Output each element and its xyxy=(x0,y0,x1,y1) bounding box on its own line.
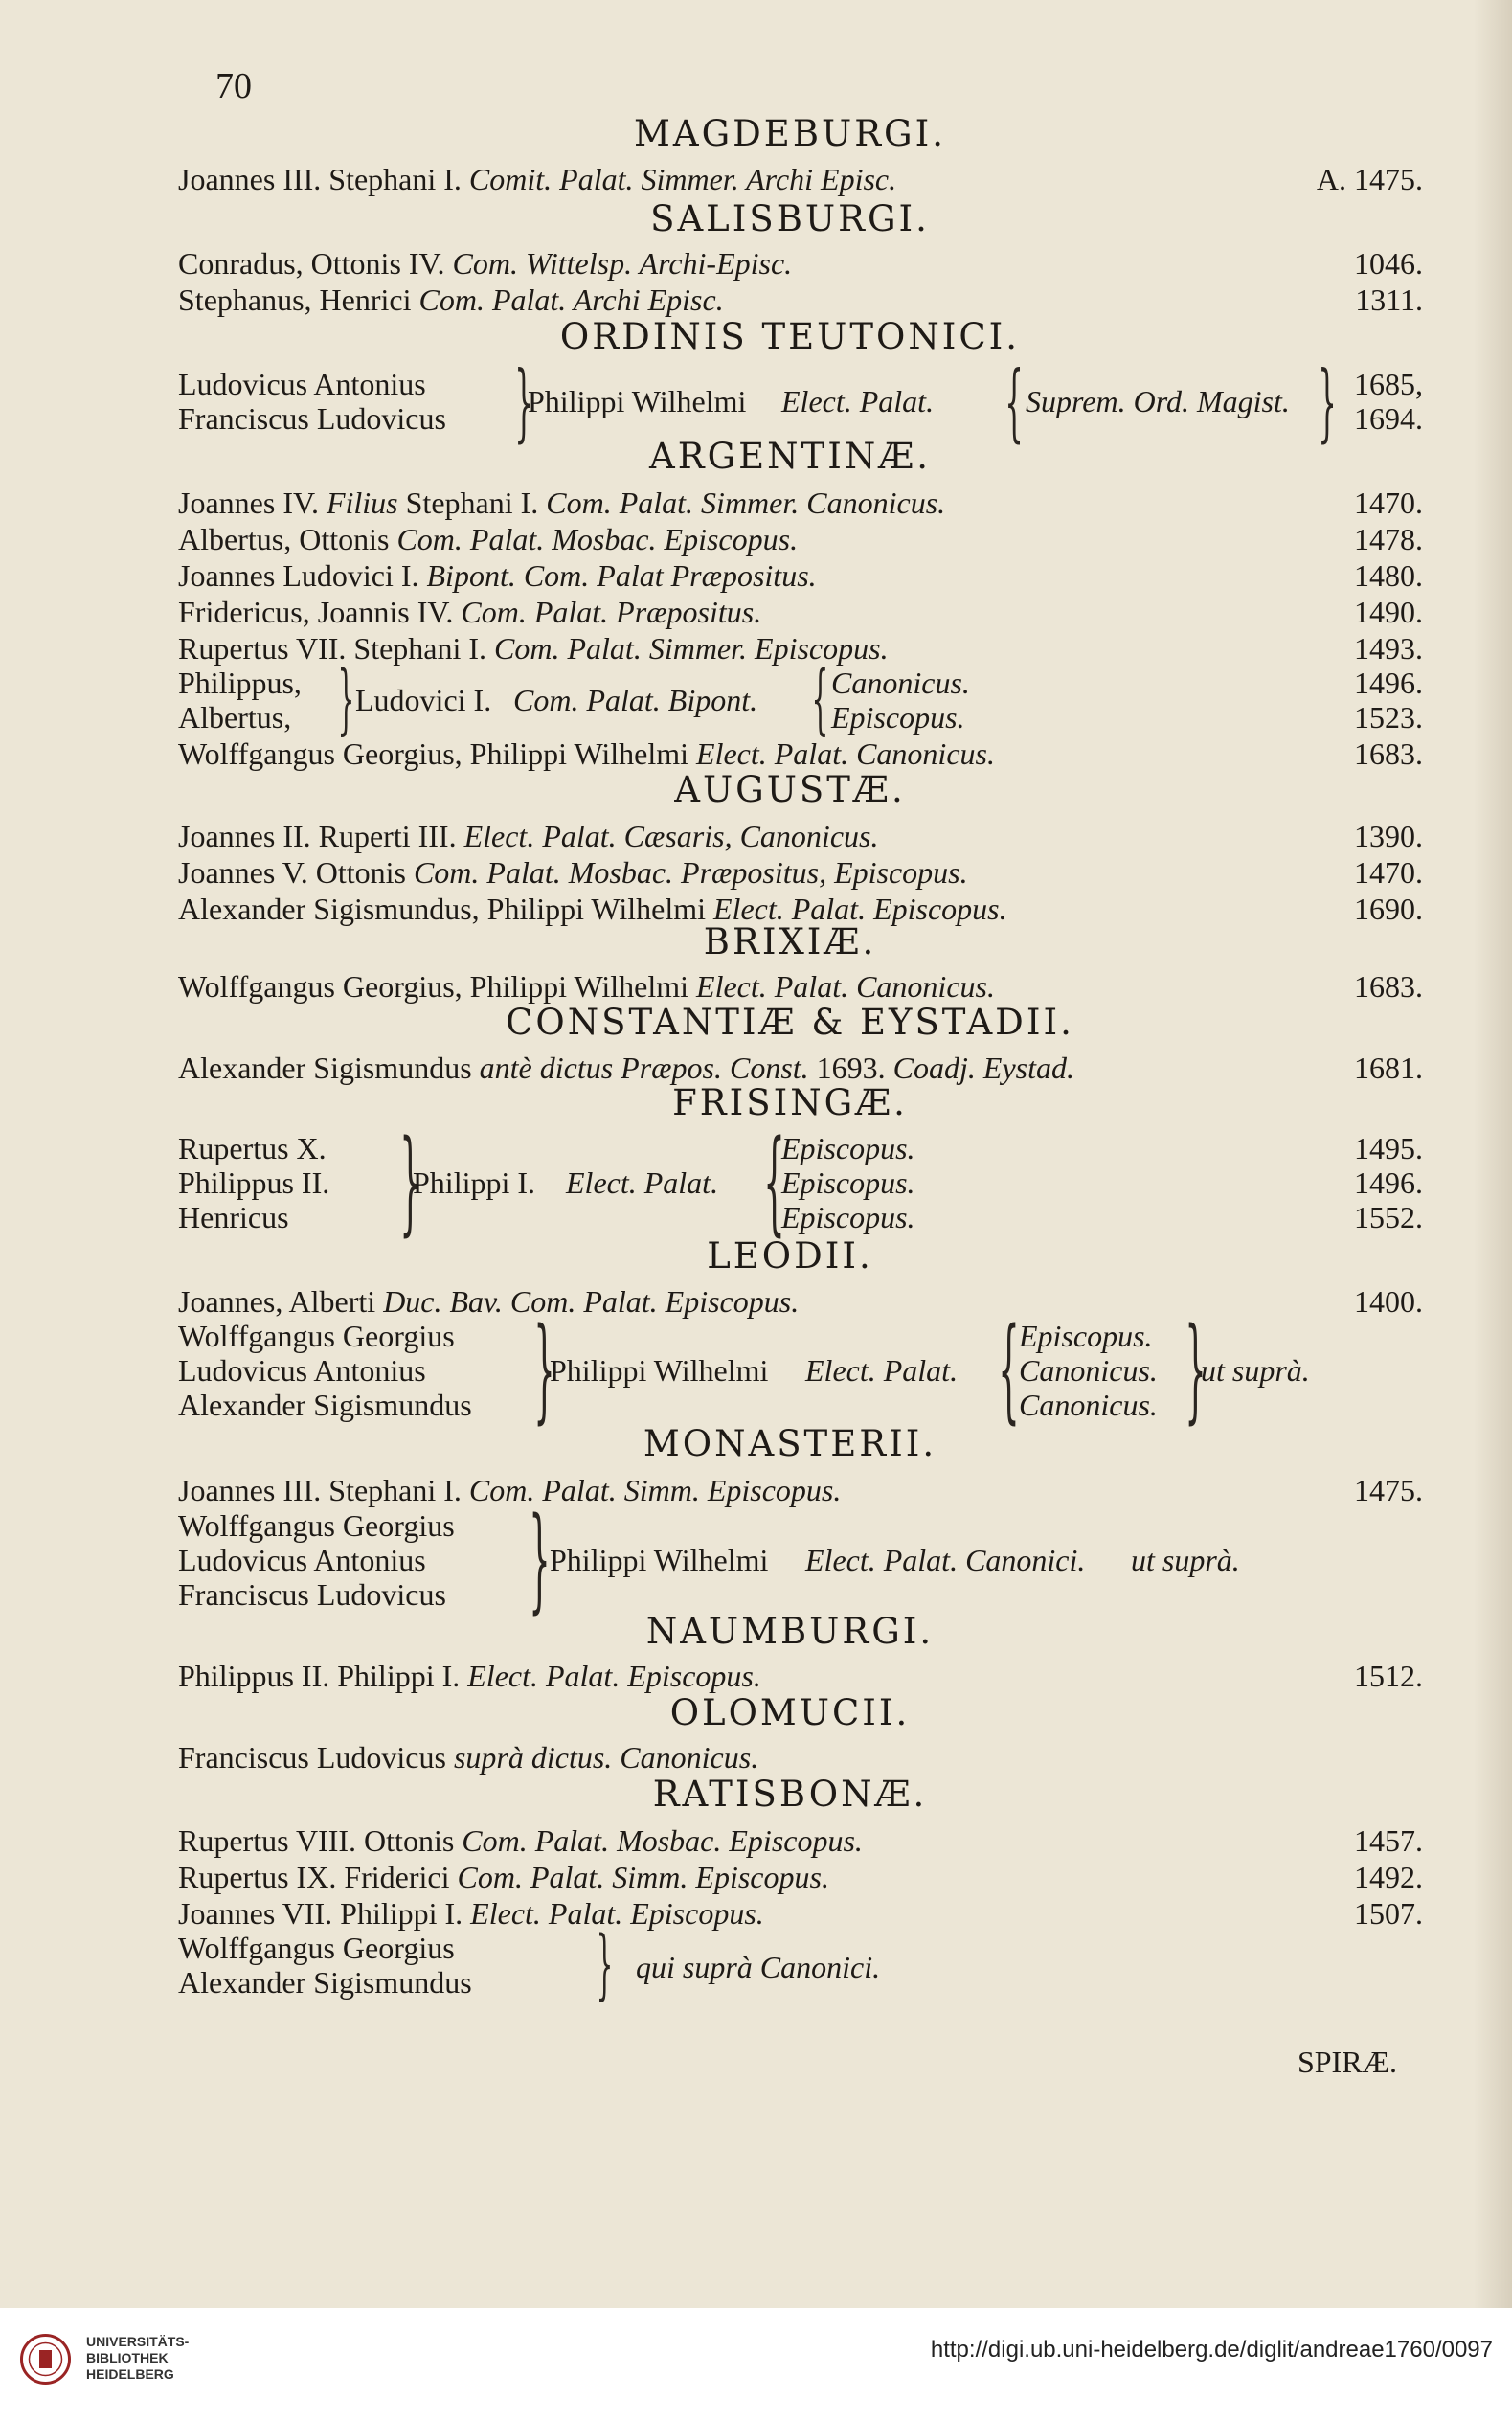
father-name: Philippi Wilhelmi xyxy=(550,1543,769,1577)
office-title: Episcopus. xyxy=(781,1200,915,1234)
right-brace-icon: } xyxy=(399,1115,421,1247)
entry-name: Franciscus Ludovicus xyxy=(178,1740,446,1775)
entry-year: 1512. xyxy=(1354,1659,1423,1693)
left-brace-icon: { xyxy=(998,1302,1020,1435)
entry-year: 1046. xyxy=(1354,246,1423,281)
institution-line: BIBLIOTHEK xyxy=(86,2350,169,2365)
library-seal-icon xyxy=(19,2333,72,2386)
entry-name: Albertus, Ottonis xyxy=(178,522,390,556)
entry-year: 1683. xyxy=(1354,969,1423,1004)
entry-title: Bipont. Com. Palat Præpositus. xyxy=(426,558,817,593)
entry-name: Conradus, Ottonis IV. xyxy=(178,246,445,281)
father-name: Philippi Wilhelmi xyxy=(528,384,747,418)
page-number: 70 xyxy=(215,66,252,106)
entry-row xyxy=(178,245,1423,282)
footer-bar xyxy=(0,2308,1512,2420)
entry-name: Alexander Sigismundus xyxy=(178,1388,472,1422)
entry-group xyxy=(178,352,1423,451)
heading-ratisbonae: RATISBONÆ. xyxy=(652,1774,928,1815)
entry-row xyxy=(178,818,1423,854)
entry-name: Joannes IV. xyxy=(178,486,319,520)
office-title: Canonicus. xyxy=(1019,1353,1158,1388)
entry-name: Rupertus VII. Stephani I. xyxy=(178,631,487,666)
entry-row xyxy=(178,854,1423,891)
father-title: Elect. Palat. xyxy=(781,384,935,418)
entry-row xyxy=(178,735,1423,772)
entry-group xyxy=(178,654,1423,743)
entry-year: 1493. xyxy=(1354,631,1423,666)
father-name: Philippi I. xyxy=(413,1165,536,1200)
entry-row xyxy=(178,630,1423,667)
office-title: Episcopus. xyxy=(1019,1319,1153,1353)
entry-name: Wolffgangus Georgius, Philippi Wilhelmi xyxy=(178,969,689,1004)
right-brace-icon: } xyxy=(514,352,533,451)
entry-name: Ludovicus Antonius xyxy=(178,1353,426,1388)
entry-year: 1685, xyxy=(1354,367,1423,401)
heading-brixiae: BRIXIÆ. xyxy=(703,921,877,962)
entry-row xyxy=(178,1472,1423,1508)
entry-year: 1496. xyxy=(1354,1165,1423,1200)
office-title: Canonicus. xyxy=(1019,1388,1158,1422)
father-title: Elect. Palat. Canonici. xyxy=(805,1543,1086,1577)
father-title: Elect. Palat. xyxy=(805,1353,959,1388)
left-brace-icon: { xyxy=(1004,352,1024,451)
heading-frisingae: FRISINGÆ. xyxy=(672,1082,908,1123)
entry-year: 1496. xyxy=(1354,666,1423,700)
entry-name: Franciscus Ludovicus xyxy=(178,1577,446,1612)
entry-title: Com. Palat. Archi Episc. xyxy=(418,283,724,317)
entry-year: 1390. xyxy=(1354,819,1423,853)
entry-name: Wolffgangus Georgius, Philippi Wilhelmi xyxy=(178,736,689,771)
entry-group xyxy=(178,1492,1423,1624)
heading-monasterii: MONASTERII. xyxy=(643,1423,937,1464)
entry-year: 1470. xyxy=(1354,855,1423,890)
entry-row xyxy=(178,1050,1423,1086)
cross-reference-note: qui suprà Canonici. xyxy=(636,1950,881,1984)
entry-name: Joannes Ludovici I. xyxy=(178,558,419,593)
heading-naumburgi: NAUMBURGI. xyxy=(645,1611,935,1652)
entry-year: 1457. xyxy=(1354,1823,1423,1858)
entry-title: Com. Palat. Simmer. Canonicus. xyxy=(546,486,946,520)
entry-title: Com. Palat. Simm. Episcopus. xyxy=(457,1860,829,1894)
entry-date: 1693. xyxy=(816,1051,886,1085)
entry-title: Elect. Palat. Episcopus. xyxy=(713,892,1007,926)
heading-magdeburgi: MAGDEBURGI. xyxy=(633,113,946,154)
right-brace-icon: } xyxy=(337,654,355,743)
entry-year: 1492. xyxy=(1354,1860,1423,1894)
office-title: Canonicus. xyxy=(831,666,970,700)
entry-group xyxy=(178,1115,1423,1247)
entry-year: 1495. xyxy=(1354,1131,1423,1165)
entry-name: Alexander Sigismundus xyxy=(178,1965,472,2000)
entry-title: Coadj. Eystad. xyxy=(892,1051,1074,1085)
entry-title: Elect. Palat. Episcopus. xyxy=(470,1896,764,1931)
entry-name: Wolffgangus Georgius xyxy=(178,1931,455,1965)
left-brace-icon: { xyxy=(811,654,829,743)
entry-name: Ludovicus Antonius xyxy=(178,1543,426,1577)
heading-augustae: AUGUSTÆ. xyxy=(674,769,906,810)
entry-year: 1311. xyxy=(1355,283,1423,317)
entry-name: Fridericus, Joannis IV. xyxy=(178,595,454,629)
entry-row xyxy=(178,521,1423,557)
right-brace-icon: } xyxy=(1318,352,1337,451)
entry-name: Joannes VII. Philippi I. xyxy=(178,1896,463,1931)
right-brace-icon: } xyxy=(1185,1302,1207,1435)
entry-row xyxy=(178,1859,1423,1895)
entry-title: Com. Palat. Mosbac. Episcopus. xyxy=(396,522,799,556)
institution-line: HEIDELBERG xyxy=(86,2366,174,2382)
entry-title: Elect. Palat. Canonicus. xyxy=(696,736,995,771)
entry-year: 1475. xyxy=(1354,1473,1423,1507)
entry-name: Wolffgangus Georgius xyxy=(178,1319,455,1353)
entry-title: Com. Palat. Simmer. Episcopus. xyxy=(494,631,889,666)
source-url-link[interactable]: http://digi.ub.uni-heidelberg.de/diglit/andreae1760/0097 xyxy=(930,2337,1493,2363)
catchword: SPIRÆ. xyxy=(1297,2045,1397,2079)
entry-row xyxy=(178,1658,1423,1694)
entry-row xyxy=(178,1283,1423,1320)
entry-year: 1690. xyxy=(1354,892,1423,926)
entry-year: 1480. xyxy=(1354,558,1423,593)
office-title: Episcopus. xyxy=(781,1131,915,1165)
entry-group xyxy=(178,1919,1423,2008)
entry-title: Elect. Palat. Episcopus. xyxy=(467,1659,761,1693)
right-brace-icon: } xyxy=(533,1302,555,1435)
entry-row xyxy=(178,282,1423,318)
office-title: Episcopus. xyxy=(781,1165,915,1200)
entry-year: 1694. xyxy=(1354,401,1423,436)
father-title: Elect. Palat. xyxy=(566,1165,719,1200)
entry-year: 1523. xyxy=(1354,700,1423,735)
entry-name: Wolffgangus Georgius xyxy=(178,1508,455,1543)
entry-name: Rupertus X. xyxy=(178,1131,327,1165)
entry-title: Com. Palat. Præpositus. xyxy=(461,595,762,629)
entry-name: Albertus, xyxy=(178,700,292,735)
heading-ordinis-teutonici: ORDINIS TEUTONICI. xyxy=(559,316,1021,357)
entry-title: Com. Palat. Mosbac. Præpositus, Episcopus. xyxy=(413,855,968,890)
entry-title: Com. Palat. Simm. Episcopus. xyxy=(468,1473,842,1507)
entry-year: 1683. xyxy=(1354,736,1423,771)
entry-group xyxy=(178,1302,1423,1435)
entry-name: Philippus, xyxy=(178,666,302,700)
father-name: Ludovici I. xyxy=(355,683,492,717)
entry-name: Philippus II. Philippi I. xyxy=(178,1659,461,1693)
entry-name: Rupertus VIII. Ottonis xyxy=(178,1823,455,1858)
entry-name: Henricus xyxy=(178,1200,289,1234)
entry-year: 1681. xyxy=(1354,1051,1423,1085)
cross-reference-note: ut suprà. xyxy=(1201,1353,1310,1388)
entry-year: A. 1475. xyxy=(1316,162,1423,196)
entry-row xyxy=(178,594,1423,630)
entry-year: 1490. xyxy=(1354,595,1423,629)
entry-name: Alexander Sigismundus xyxy=(178,1051,472,1085)
entry-title: suprà dictus. Canonicus. xyxy=(453,1740,759,1775)
institution-name xyxy=(86,2334,189,2383)
heading-constantiae-eystadii: CONSTANTIÆ & EYSTADII. xyxy=(506,1002,1074,1043)
entry-title: Comit. Palat. Simmer. Archi Episc. xyxy=(468,162,897,196)
entry-row xyxy=(178,1739,1423,1775)
entry-row xyxy=(178,557,1423,594)
office-title: Suprem. Ord. Magist. xyxy=(1026,384,1290,418)
entry-title: Duc. Bav. Com. Palat. Episcopus. xyxy=(383,1284,800,1319)
right-brace-icon: } xyxy=(596,1919,614,2008)
entry-name: Alexander Sigismundus, Philippi Wilhelmi xyxy=(178,892,706,926)
entry-name: Stephani I. xyxy=(405,486,539,520)
heading-argentinae: ARGENTINÆ. xyxy=(649,436,931,477)
entry-row xyxy=(178,968,1423,1005)
entry-name: Ludovicus Antonius xyxy=(178,367,426,401)
entry-title: Filius xyxy=(326,486,398,520)
entry-title: Com. Wittelsp. Archi-Episc. xyxy=(452,246,793,281)
father-title: Com. Palat. Bipont. xyxy=(513,683,758,717)
entry-name: Joannes, Alberti xyxy=(178,1284,376,1319)
entry-year: 1552. xyxy=(1354,1200,1423,1234)
entry-title: Com. Palat. Mosbac. Episcopus. xyxy=(462,1823,863,1858)
entry-year: 1400. xyxy=(1354,1284,1423,1319)
entry-row xyxy=(178,1895,1423,1932)
entry-year: 1507. xyxy=(1354,1896,1423,1931)
entry-title: antè dictus Præpos. Const. xyxy=(479,1051,809,1085)
office-title: Episcopus. xyxy=(831,700,965,735)
heading-leodii: LEODII. xyxy=(707,1235,873,1277)
entry-name: Joannes III. Stephani I. xyxy=(178,162,462,196)
entry-name: Philippus II. xyxy=(178,1165,330,1200)
heading-salisburgi: SALISBURGI. xyxy=(650,198,930,239)
entry-name: Stephanus, Henrici xyxy=(178,283,412,317)
entry-name: Joannes III. Stephani I. xyxy=(178,1473,462,1507)
entry-name: Joannes V. Ottonis xyxy=(178,855,406,890)
cross-reference-note: ut suprà. xyxy=(1131,1543,1240,1577)
entry-name: Joannes II. Ruperti III. xyxy=(178,819,457,853)
entry-title: Elect. Palat. Cæsaris, Canonicus. xyxy=(463,819,879,853)
father-name: Philippi Wilhelmi xyxy=(550,1353,769,1388)
institution-line: UNIVERSITÄTS- xyxy=(86,2334,190,2349)
entry-row xyxy=(178,1822,1423,1859)
entry-name: Rupertus IX. Friderici xyxy=(178,1860,450,1894)
right-brace-icon: } xyxy=(529,1492,551,1624)
entry-year: 1478. xyxy=(1354,522,1423,556)
entry-name: Franciscus Ludovicus xyxy=(178,401,446,436)
entry-title: Elect. Palat. Canonicus. xyxy=(696,969,995,1004)
heading-olomucii: OLOMUCII. xyxy=(669,1692,911,1733)
entry-row xyxy=(178,485,1423,521)
left-brace-icon: { xyxy=(763,1115,785,1247)
entry-row xyxy=(178,161,1423,197)
entry-year: 1470. xyxy=(1354,486,1423,520)
